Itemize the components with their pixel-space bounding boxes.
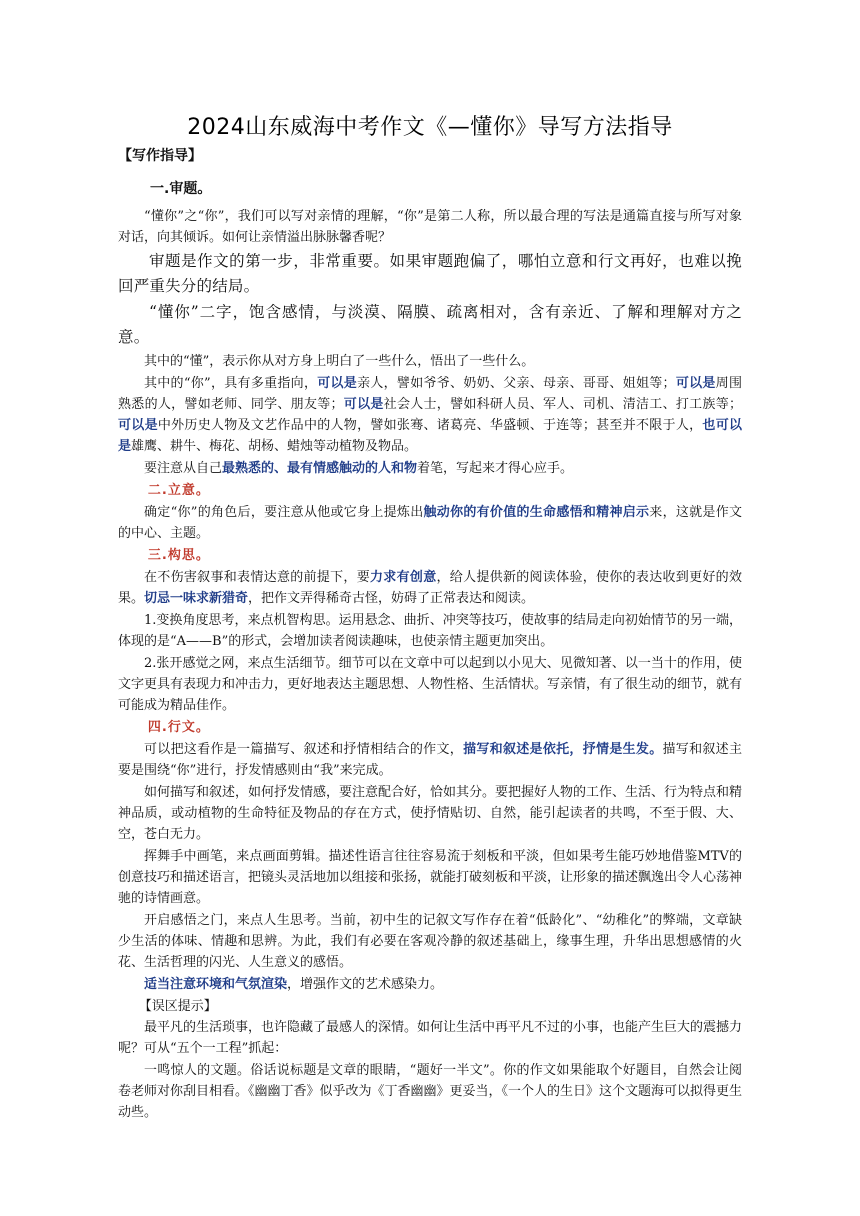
emphasis: 切忌一味求新猎奇	[144, 591, 249, 606]
section-heading-3: 三.构思。	[147, 548, 210, 563]
document-body	[118, 202, 742, 1124]
text: 其中的“你”，具有多重指向，	[144, 376, 318, 391]
emphasis: 力求有创意	[370, 570, 437, 585]
paragraph: 2.张开感觉之网，来点生活细节。细节可以在文章中可以起到以小见大、见微知著、以一当十的作用，使文字更具有表现力和冲击力，更好地表达主题思想、人物性格、生活情状。写亲情，有了很生动的细节，就有可能成为精品佳作。	[118, 656, 743, 713]
paragraph: 1.变换角度思考，来点机智构思。运用悬念、曲折、冲突等技巧，使故事的结局走向初始情节的另一端，体现的是“A——B”的形式，会增加读者阅读趣味，也使亲情主题更加突出。	[118, 613, 742, 649]
text: ，把作文弄得稀奇古怪，妨碍了正常表达和阅读。	[248, 591, 535, 606]
paragraph: 如何描写和叙述，如何抒发情感，要注意配合好，恰如其分。要把握好人物的工作、生活、行为特点和精神品质，或动植物的生命特征及物品的存在方式，使抒情贴切、自然，能引起读者的共鸣，不至于假、大、空，苍白无力。	[118, 785, 743, 842]
section-heading-4: 四.行文。	[147, 720, 210, 735]
paragraph	[118, 458, 742, 479]
text: 社会人士，譬如科研人员、军人、司机、清洁工、打工族等；	[383, 397, 742, 412]
emphasis: 可以是	[317, 376, 358, 391]
paragraph: 审题是作文的第一步，非常重要。如果审题跑偏了，哪怕立意和行文再好，也难以挽回严重失分的结局。	[118, 252, 742, 295]
paragraph	[118, 739, 742, 781]
text: 着笔，写起来才得心应手。	[417, 461, 574, 476]
writing-guide-label: 【写作指导】	[118, 148, 202, 164]
text: ，增强作文的艺术感染力。	[287, 977, 444, 992]
emphasis: 触动你的有价值的生命感悟和精神启示	[423, 505, 650, 520]
text: 雄鹰、耕牛、梅花、胡杨、蜡烛等动植物及物品。	[131, 439, 418, 454]
emphasis: 也可以是	[118, 418, 742, 454]
paragraph	[118, 974, 742, 995]
section-heading-1: 一.审题。	[150, 181, 212, 197]
emphasis: 适当注意环境和气氛渲染	[144, 977, 288, 992]
text: 要注意从自己	[144, 461, 223, 476]
text: 中外历史人物及文艺作品中的人物，譬如张骞、诸葛亮、华盛顿、于连等；甚至并不限于人，	[157, 418, 703, 433]
paragraph: 开启感悟之门，来点人生思考。当前，初中生的记叙文写作存在着“低龄化”、“幼稚化”的弊端，文章缺少生活的体味、情趣和思辨。为此，我们有必要在客观冷静的叙述基础上，缘事生理，升华出思想感情的火花、生活哲理的闪光、人生意义的感悟。	[118, 913, 742, 970]
paragraph: “懂你”二字，饱含感情，与淡漠、隔膜、疏离相对，含有亲近、了解和理解对方之意。	[118, 303, 742, 346]
emphasis: 可以是	[343, 397, 384, 412]
text: 来，这就是作文的中心、主题。	[118, 505, 742, 541]
paragraph: 挥舞手中画笔，来点画面剪辑。描述性语言往往容易流于刻板和平淡，但如果考生能巧妙地借鉴MTV的创意技巧和描述语言，把镜头灵活地加以组接和张扬，就能打破刻板和平淡，让形象的描述飘逸出令人心荡神驰的诗情画意。	[118, 849, 743, 906]
emphasis: 可以是	[118, 418, 158, 433]
paragraph: 一鸣惊人的文题。俗话说标题是文章的眼睛，“题好一半文”。你的作文如果能取个好题目，自然会让阅卷老师对你刮目相看。《幽幽丁香》似乎改为《丁香幽幽》更妥当，《一个人的生日》这个文题海可以拟得更生动些。	[118, 1063, 743, 1120]
paragraph: 最平凡的生活琐事，也许隐藏了最感人的深情。如何让生活中再平凡不过的小事，也能产生巨大的震撼力呢？可从“五个一工程”抓起：	[118, 1020, 743, 1056]
paragraph	[118, 567, 742, 609]
emphasis: 可以是	[675, 376, 716, 391]
emphasis: 描写和叙述是依托，抒情是生发。	[463, 742, 663, 757]
text: 描写和叙述主要是围绕“你”进行，抒发情感则由“我”来完成。	[118, 742, 742, 778]
mistake-tips-label: 【误区提示】	[138, 999, 217, 1014]
paragraph: “懂你”之“你”，我们可以写对亲情的理解，“你”是第二人称，所以最合理的写法是通篇直接与所写对象对话，向其倾诉。如何让亲情溢出脉脉馨香呢？	[118, 209, 742, 245]
paragraph	[118, 502, 742, 544]
emphasis: 最熟悉的、最有情感触动的人和物	[222, 461, 418, 476]
section-heading-2: 二.立意。	[147, 483, 210, 498]
text: 可以把这看作是一篇描写、叙述和抒情相结合的作文，	[144, 742, 464, 757]
paragraph: 其中的“懂”，表示你从对方身上明白了一些什么，悟出了一些什么。	[144, 354, 535, 369]
text: 周围熟悉的人，譬如老师、同学、朋友等；	[118, 376, 742, 412]
text: 亲人，譬如爷爷、奶奶、父亲、母亲、哥哥、姐姐等；	[357, 376, 676, 391]
document-title: 2024山东威海中考作文《—懂你》导写方法指导	[187, 115, 673, 140]
text: 在不伤害叙事和表情达意的前提下，要	[144, 570, 371, 585]
paragraph	[118, 373, 742, 457]
text: ，给人提供新的阅读体验，使你的表达收到更好的效果。	[118, 570, 742, 606]
text: 确定“你”的角色后，要注意从他或它身上提炼出	[144, 505, 424, 520]
